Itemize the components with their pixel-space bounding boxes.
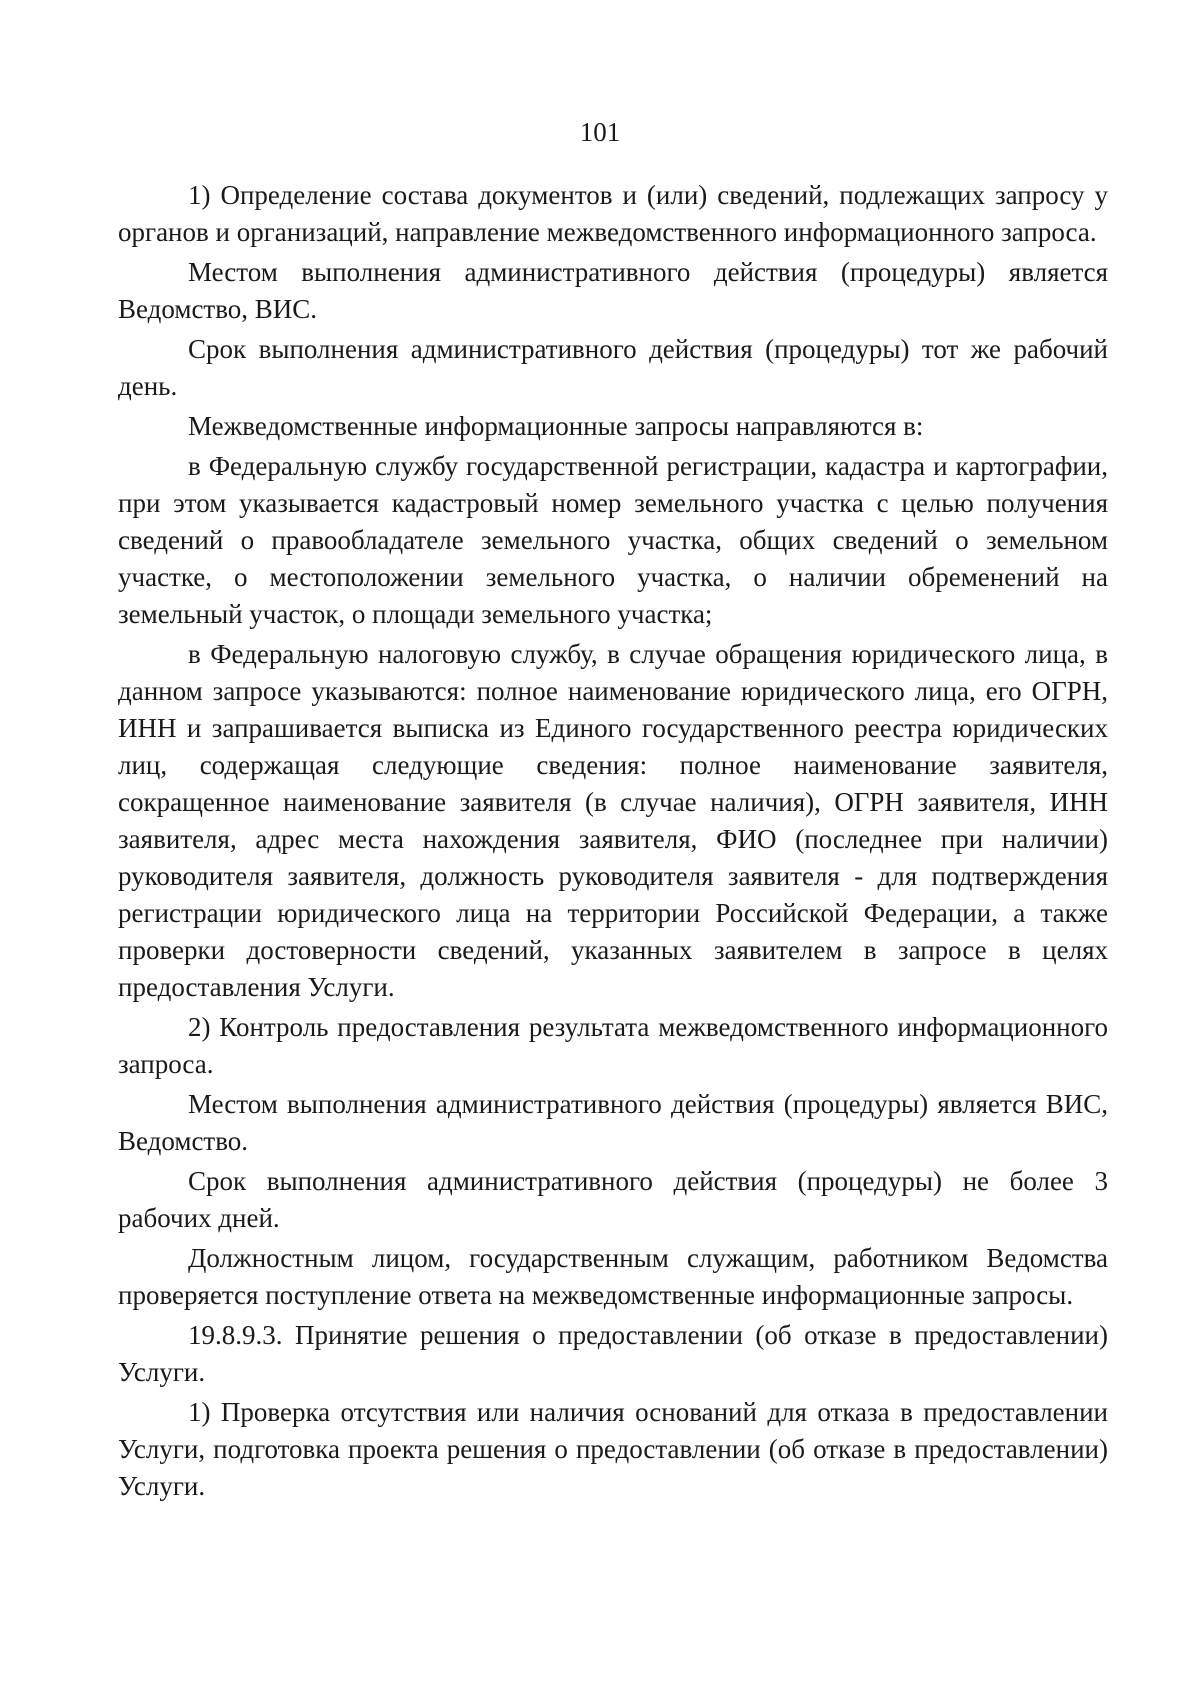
paragraph-tax-service: в Федеральную налоговую службу, в случае обращения юридического лица, в данном запросе указываются: полное наименование юридического лица, его ОГРН, ИНН и запрашивается выписка из Единого государственного реестра юридических лиц, содержащая следующие сведения: полное наименование заявителя, сокращенное наименование заявителя (в случае наличия), ОГРН заявителя, ИНН заявителя, адрес места нахождения заявителя, ФИО (последнее при наличии) руководителя заявителя, должность руководителя заявителя - для подтверждения регистрации юридического лица на территории Российской Федерации, а также проверки достоверности сведений, указанных заявителем в запросе в целях предоставления Услуги. [118,639,1108,1002]
paragraph-request-composition: 1) Определение состава документов и (или) сведений, подлежащих запросу у органов и организаций, направление межведомственного информационного запроса. [118,180,1108,247]
paragraph-deadline-2: Срок выполнения административного действия (процедуры) не более 3 рабочих дней. [118,1166,1108,1233]
paragraph-control-of-response: 2) Контроль предоставления результата межведомственного информационного запроса. [118,1012,1108,1079]
page-number: 101 [579,117,621,147]
paragraph-official-checks: Должностным лицом, государственным служащим, работником Ведомства проверяется поступление ответа на межведомственные информационные запросы. [118,1243,1108,1310]
paragraph-place-of-execution-2: Местом выполнения административного действия (процедуры) является ВИС, Ведомство. [118,1089,1108,1156]
paragraph-place-of-execution-1: Местом выполнения административного действия (процедуры) является Ведомство, ВИС. [118,257,1108,324]
document-body [118,177,1108,1508]
paragraph-requests-sent-to: Межведомственные информационные запросы направляются в: [188,411,924,441]
paragraph-section-19-8-9-3: 19.8.9.3. Принятие решения о предоставлении (об отказе в предоставлении) Услуги. [118,1320,1108,1387]
paragraph-check-grounds-for-refusal: 1) Проверка отсутствия или наличия оснований для отказа в предоставлении Услуги, подготовка проекта решения о предоставлении (об отказе в предоставлении) Услуги. [118,1397,1108,1501]
paragraph-deadline-1: Срок выполнения административного действия (процедуры) тот же рабочий день. [118,334,1108,401]
paragraph-rosreestr: в Федеральную службу государственной регистрации, кадастра и картографии, при этом указывается кадастровый номер земельного участка с целью получения сведений о правообладателе земельного участка, общих сведений о земельном участке, о местоположении земельного участка, о наличии обременений на земельный участок, о площади земельного участка; [118,451,1108,629]
